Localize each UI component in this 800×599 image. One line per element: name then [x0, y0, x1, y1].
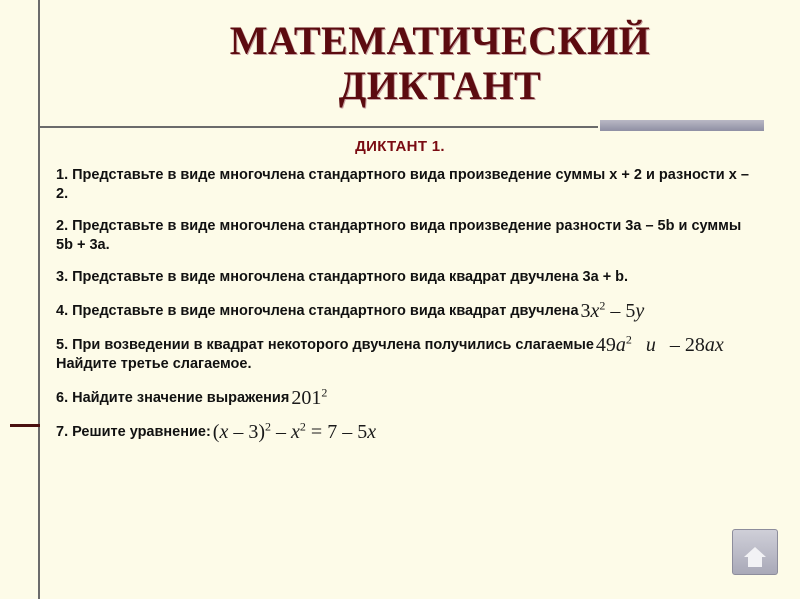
- item-text: 5. При возведении в квадрат некоторого двучлена получились слагаемые: [56, 337, 594, 353]
- item-text-after: Найдите третье слагаемое.: [56, 356, 252, 372]
- item-text: 6. Найдите значение выражения: [56, 390, 290, 406]
- formula-rendered: $49a^2$ и – 28ax: [595, 332, 724, 356]
- item-formula: [594, 332, 726, 356]
- list-item: [56, 300, 756, 321]
- item-text: 3. Представьте в виде многочлена стандартного вида квадрат двучлена 3a + b.: [56, 269, 629, 285]
- subtitle: ДИКТАНТ 1.: [355, 138, 445, 155]
- item-formula: [579, 298, 647, 322]
- item-text: 4. Представьте в виде многочлена стандартного вида квадрат двучлена: [56, 303, 579, 319]
- title-divider-bar: [600, 120, 764, 131]
- home-icon: [744, 547, 766, 557]
- page-title-line-1: МАТЕМАТИЧЕСКИЙ: [229, 18, 651, 63]
- item-text: 2. Представьте в виде многочлена стандартного вида произведение разности 3a – 5b и суммы 5b + 3a.: [56, 218, 750, 253]
- home-button[interactable]: [732, 529, 778, 575]
- list-item: [56, 268, 756, 287]
- dictation-items-list: [56, 166, 756, 455]
- page-title-line-2: ДИКТАНТ: [338, 63, 542, 108]
- list-item: [56, 166, 756, 204]
- item-text: 1. Представьте в виде многочлена стандартного вида произведение суммы x + 2 и разности x – 2.: [56, 167, 753, 202]
- formula-rendered: $3x^2 - 5y$: [580, 298, 645, 322]
- left-accent-tick: [10, 424, 40, 427]
- list-item: [56, 217, 756, 255]
- title-divider: [38, 126, 598, 128]
- list-item: [56, 334, 756, 374]
- item-text: 7. Решите уравнение:: [56, 424, 211, 440]
- page-title: [120, 18, 760, 108]
- formula-rendered: $201^2$: [291, 385, 328, 409]
- formula-rendered: $(x - 3)^2 - x^2 = 7 - 5x$: [212, 419, 377, 443]
- list-item: [56, 387, 756, 408]
- left-vertical-rule: [38, 0, 40, 599]
- item-formula: [289, 385, 329, 409]
- list-item: [56, 421, 756, 442]
- item-formula: [211, 419, 378, 443]
